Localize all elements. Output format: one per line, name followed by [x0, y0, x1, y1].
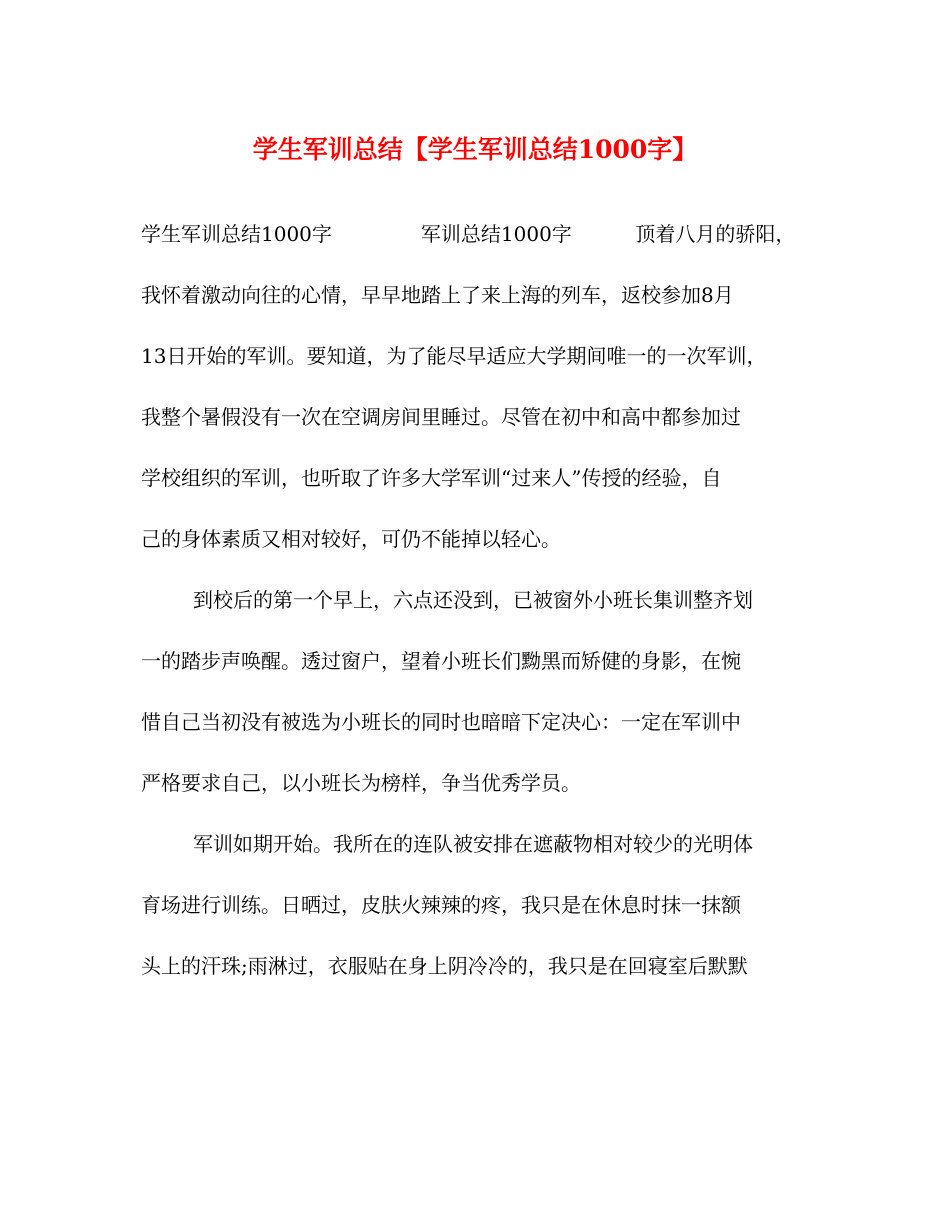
paragraph-line: 我整个暑假没有一次在空调房间里睡过。尽管在初中和高中都参加过 [141, 405, 741, 429]
paragraph-line: 严格要求自己，以小班长为榜样，争当优秀学员。 [141, 771, 581, 795]
paragraph-line: 育场进行训练。日晒过，皮肤火辣辣的疼，我只是在休息时抹一抹额 [141, 893, 741, 917]
paragraph-line: 己的身体素质又相对较好，可仍不能掉以轻心。 [141, 527, 561, 551]
paragraph-line: 13日开始的军训。要知道，为了能尽早适应大学期间唯一的一次军训， [141, 344, 767, 368]
paragraph-line: 一的踏步声唤醒。透过窗户，望着小班长们黝黑而矫健的身影，在惋 [141, 649, 741, 673]
paragraph-line: 学校组织的军训，也听取了许多大学军训“过来人”传授的经验，自 [141, 466, 722, 490]
paragraph-line: 我怀着激动向往的心情，早早地踏上了来上海的列车，返校参加8月 [141, 283, 734, 307]
document-title: 学生军训总结【学生军训总结1000字】 [252, 135, 698, 164]
paragraph-line: 到校后的第一个早上，六点还没到，已被窗外小班长集训整齐划 [193, 588, 753, 612]
paragraph-line: 学生军训总结1000字 军训总结1000字 顶着八月的骄阳， [141, 222, 796, 246]
paragraph-line: 军训如期开始。我所在的连队被安排在遮蔽物相对较少的光明体 [193, 832, 753, 856]
paragraph-line: 惜自己当初没有被选为小班长的同时也暗暗下定决心：一定在军训中 [141, 710, 741, 734]
document-body [141, 214, 821, 1007]
paragraph-line: 头上的汗珠;雨淋过，衣服贴在身上阴冷冷的，我只是在回寝室后默默 [141, 954, 748, 978]
